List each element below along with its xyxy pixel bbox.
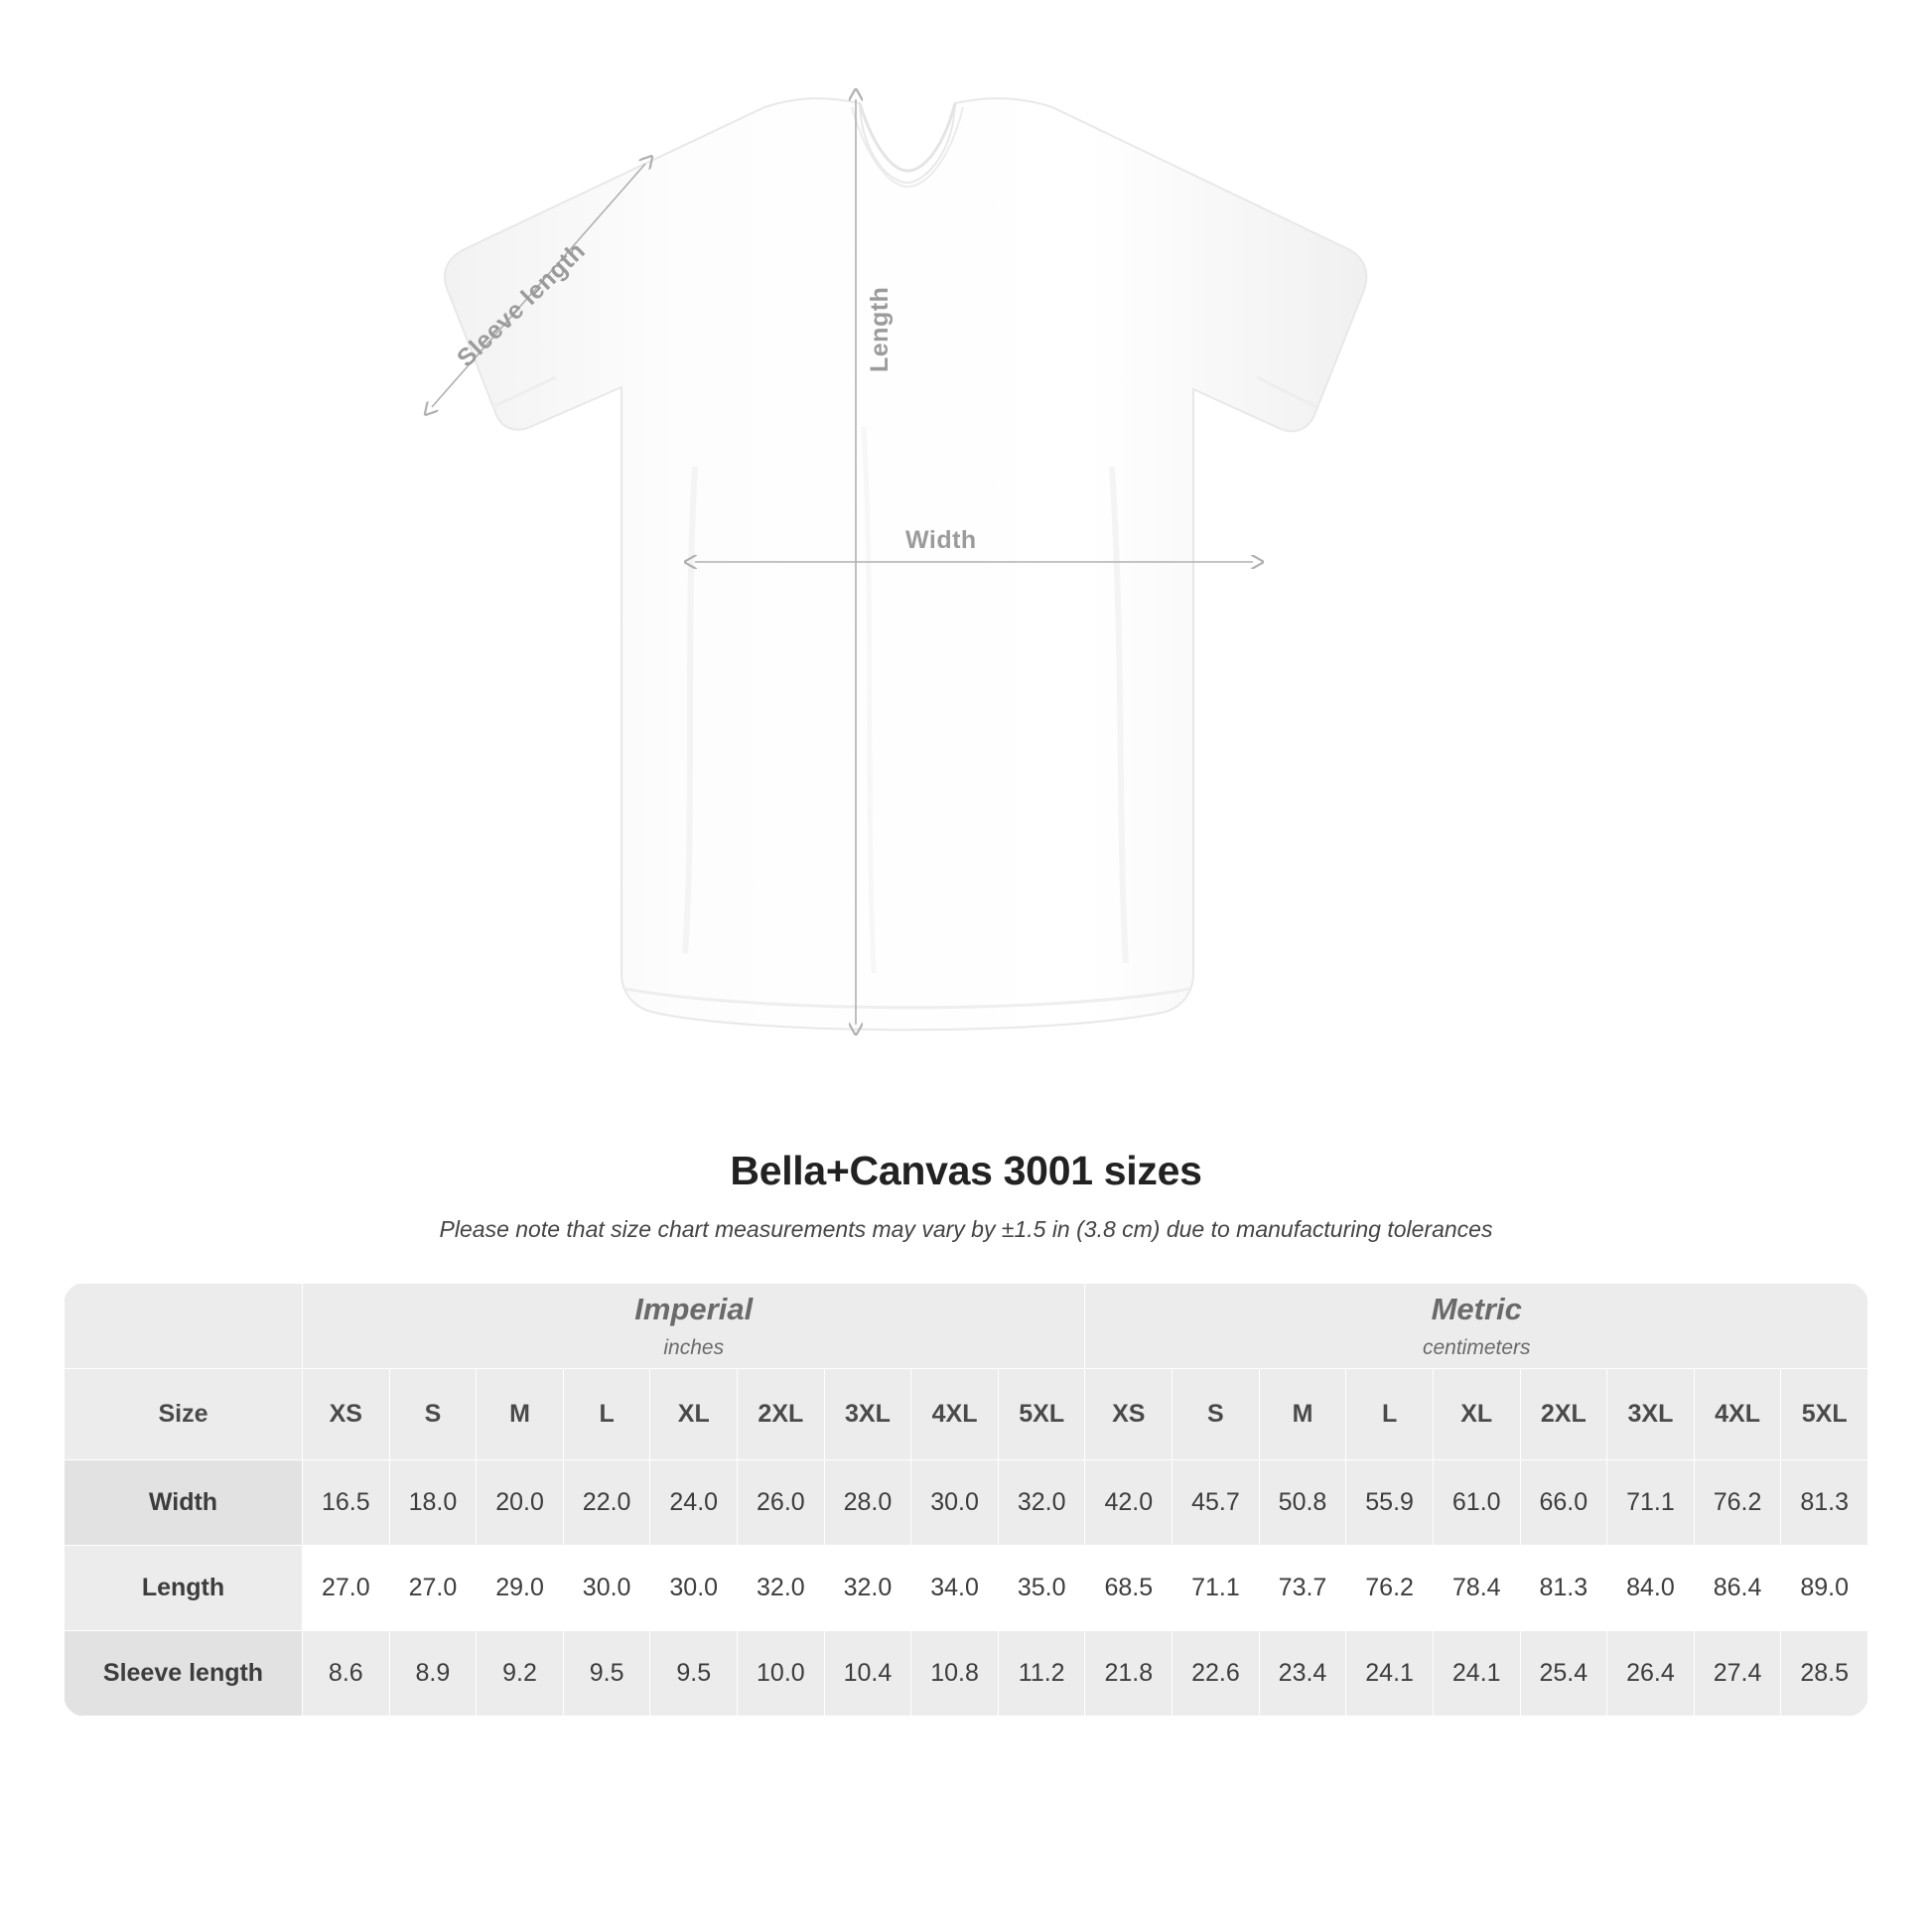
sleeve-length-label: Sleeve length	[452, 236, 592, 373]
row-label: Sleeve length	[65, 1631, 303, 1717]
measurement-cell: 66.0	[1520, 1460, 1607, 1546]
measurement-cell: 81.3	[1781, 1460, 1868, 1546]
measurement-cell: 32.0	[738, 1546, 825, 1631]
size-header-cell: 2XL	[738, 1369, 825, 1460]
measurement-cell: 30.0	[911, 1460, 999, 1546]
measurement-cell: 22.6	[1173, 1631, 1260, 1717]
measurement-cell: 84.0	[1607, 1546, 1695, 1631]
size-header-cell: XL	[650, 1369, 738, 1460]
metric-sublabel: centimeters	[1422, 1336, 1531, 1359]
measurement-cell: 8.9	[389, 1631, 477, 1717]
measurement-cell: 89.0	[1781, 1546, 1868, 1631]
size-header-cell: S	[389, 1369, 477, 1460]
measurement-cell: 35.0	[998, 1546, 1085, 1631]
measurement-cell: 10.8	[911, 1631, 999, 1717]
measurement-cell: 25.4	[1520, 1631, 1607, 1717]
size-header-row	[65, 1369, 1868, 1460]
measurement-cell: 27.0	[303, 1546, 390, 1631]
measurement-cell: 30.0	[650, 1546, 738, 1631]
tolerance-note: Please note that size chart measurements may vary by ±1.5 in (3.8 cm) due to manufacturing tolerances	[439, 1216, 1493, 1242]
measurement-cell: 8.6	[303, 1631, 390, 1717]
measurement-cell: 28.5	[1781, 1631, 1868, 1717]
measurement-cell: 9.5	[650, 1631, 738, 1717]
imperial-sublabel: inches	[663, 1336, 725, 1359]
measurement-cell: 32.0	[824, 1546, 911, 1631]
width-label: Width	[905, 526, 977, 554]
table-row	[65, 1460, 1868, 1546]
measurement-cell: 28.0	[824, 1460, 911, 1546]
size-header-label: Size	[65, 1369, 303, 1460]
size-header-cell: M	[1259, 1369, 1346, 1460]
measurement-cell: 20.0	[477, 1460, 564, 1546]
measurement-cell: 71.1	[1173, 1546, 1260, 1631]
measurement-cell: 24.0	[650, 1460, 738, 1546]
measurement-cell: 26.0	[738, 1460, 825, 1546]
size-header-cell: 5XL	[1781, 1369, 1868, 1460]
tshirt-shape	[445, 98, 1366, 1030]
metric-label: Metric	[1431, 1292, 1522, 1326]
size-header-cell: 4XL	[1694, 1369, 1781, 1460]
table-row	[65, 1631, 1868, 1717]
row-label: Width	[65, 1460, 303, 1546]
size-table	[64, 1283, 1868, 1717]
measurement-cell: 86.4	[1694, 1546, 1781, 1631]
table-row	[65, 1546, 1868, 1631]
measurement-cell: 24.1	[1433, 1631, 1520, 1717]
measurement-cell: 11.2	[998, 1631, 1085, 1717]
measurement-cell: 76.2	[1346, 1546, 1434, 1631]
size-header-cell: S	[1173, 1369, 1260, 1460]
row-label: Length	[65, 1546, 303, 1631]
size-header-cell: L	[563, 1369, 650, 1460]
measurement-cell: 76.2	[1694, 1460, 1781, 1546]
measurement-cell: 27.0	[389, 1546, 477, 1631]
measurement-cell: 22.0	[563, 1460, 650, 1546]
size-header-cell: XS	[303, 1369, 390, 1460]
size-header-cell: L	[1346, 1369, 1434, 1460]
measurement-cell: 34.0	[911, 1546, 999, 1631]
measurement-cell: 10.0	[738, 1631, 825, 1717]
measurement-cell: 32.0	[998, 1460, 1085, 1546]
size-header-cell: 2XL	[1520, 1369, 1607, 1460]
units-header-row	[65, 1284, 1868, 1369]
measurement-cell: 27.4	[1694, 1631, 1781, 1717]
size-header-cell: 3XL	[824, 1369, 911, 1460]
length-label: Length	[866, 286, 894, 372]
measurement-cell: 45.7	[1173, 1460, 1260, 1546]
page-title: Bella+Canvas 3001 sizes	[730, 1148, 1202, 1193]
measurement-cell: 61.0	[1433, 1460, 1520, 1546]
measurement-cell: 23.4	[1259, 1631, 1346, 1717]
measurement-cell: 24.1	[1346, 1631, 1434, 1717]
measurement-cell: 73.7	[1259, 1546, 1346, 1631]
measurement-cell: 78.4	[1433, 1546, 1520, 1631]
measurement-cell: 9.2	[477, 1631, 564, 1717]
title-block	[0, 1148, 1932, 1243]
measurement-cell: 81.3	[1520, 1546, 1607, 1631]
measurement-cell: 18.0	[389, 1460, 477, 1546]
measurement-cell: 68.5	[1085, 1546, 1173, 1631]
size-header-cell: 3XL	[1607, 1369, 1695, 1460]
measurement-cell: 10.4	[824, 1631, 911, 1717]
measurement-cell: 42.0	[1085, 1460, 1173, 1546]
measurement-cell: 29.0	[477, 1546, 564, 1631]
size-header-cell: XL	[1433, 1369, 1520, 1460]
imperial-unit-cell	[303, 1284, 1085, 1369]
imperial-label: Imperial	[634, 1292, 754, 1326]
measurement-cell: 50.8	[1259, 1460, 1346, 1546]
measurement-cell: 9.5	[563, 1631, 650, 1717]
measurement-cell: 26.4	[1607, 1631, 1695, 1717]
size-header-cell: XS	[1085, 1369, 1173, 1460]
metric-unit-cell	[1085, 1284, 1868, 1369]
measurement-cell: 16.5	[303, 1460, 390, 1546]
measurement-cell: 71.1	[1607, 1460, 1695, 1546]
units-corner-cell	[65, 1284, 303, 1369]
size-table-wrapper	[64, 1283, 1868, 1717]
measurement-cell: 21.8	[1085, 1631, 1173, 1717]
measurement-cell: 30.0	[563, 1546, 650, 1631]
size-header-cell: M	[477, 1369, 564, 1460]
size-header-cell: 4XL	[911, 1369, 999, 1460]
measurement-cell: 55.9	[1346, 1460, 1434, 1546]
size-header-cell: 5XL	[998, 1369, 1085, 1460]
